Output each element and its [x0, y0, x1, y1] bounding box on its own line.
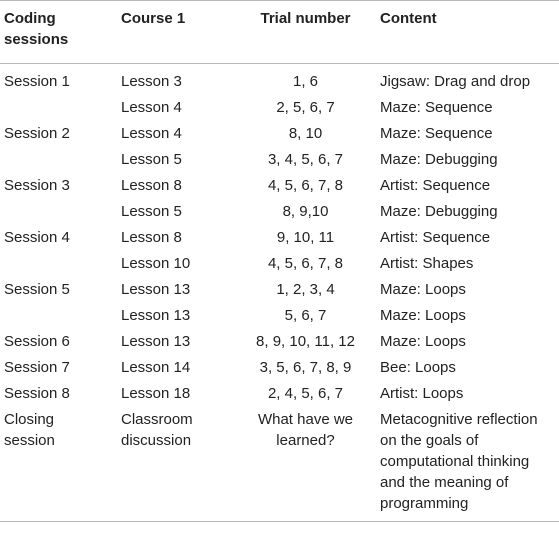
table-row [0, 277, 559, 303]
session-cell: Session 2 [4, 125, 70, 142]
trial-number-cell: 8, 9, 10, 11, 12 [256, 333, 355, 350]
table-body [0, 64, 559, 522]
header-trial-number: Trial number [260, 10, 351, 27]
content-cell: Maze: Debugging [380, 203, 498, 220]
table-row [0, 95, 559, 121]
trial-number-cell: 1, 6 [292, 73, 319, 90]
content-cell: Jigsaw: Drag and drop [380, 73, 531, 90]
header-content: Content [380, 10, 437, 27]
session-cell [0, 95, 117, 121]
content-cell: Maze: Sequence [380, 99, 493, 116]
trial-number-cell: 8, 10 [288, 125, 323, 142]
content-cell-line: programming [380, 495, 469, 512]
course-cell-line: discussion [121, 432, 192, 449]
session-cell [0, 199, 117, 225]
table-row [0, 251, 559, 277]
trial-number-cell: 1, 2, 3, 4 [276, 281, 335, 298]
table-row [0, 147, 559, 173]
content-cell-line: and the meaning of [380, 474, 509, 491]
header-coding-sessions-line1: Coding [4, 10, 56, 27]
trial-number-cell: 3, 5, 6, 7, 8, 9 [259, 359, 352, 376]
trial-number-cell: 9, 10, 11 [276, 229, 335, 246]
content-cell-line: computational thinking [380, 453, 530, 470]
table-row-closing [0, 407, 559, 522]
table-row [0, 303, 559, 329]
content-cell: Artist: Sequence [380, 229, 491, 246]
header-row [0, 1, 559, 64]
session-cell [0, 147, 117, 173]
session-cell [0, 407, 117, 522]
course-cell [117, 407, 235, 522]
content-cell: Maze: Loops [380, 307, 466, 324]
session-cell-line: session [4, 432, 55, 449]
session-cell: Session 8 [4, 385, 70, 402]
session-cell: Session 7 [4, 359, 70, 376]
content-cell: Bee: Loops [380, 359, 456, 376]
trial-number-cell: 2, 4, 5, 6, 7 [267, 385, 344, 402]
course-cell: Lesson 13 [121, 307, 191, 324]
trial-number-cell: 8, 9,10 [282, 203, 329, 220]
content-cell [376, 407, 559, 522]
trial-number-cell: 4, 5, 6, 7, 8 [267, 255, 344, 272]
session-cell [0, 251, 117, 277]
trial-number-cell [235, 407, 376, 522]
content-cell-line: Metacognitive reflection [380, 411, 538, 428]
table-row [0, 173, 559, 199]
table-row [0, 64, 559, 96]
session-cell: Session 1 [4, 73, 70, 90]
trial-number-cell: 5, 6, 7 [284, 307, 327, 324]
table-row [0, 329, 559, 355]
course-cell: Lesson 5 [121, 151, 182, 168]
header-course: Course 1 [121, 10, 186, 27]
course-cell: Lesson 5 [121, 203, 182, 220]
course-cell-line: Classroom [121, 411, 193, 428]
course-cell: Lesson 8 [121, 177, 182, 194]
content-cell: Artist: Loops [380, 385, 464, 402]
course-cell: Lesson 8 [121, 229, 182, 246]
table-header [0, 1, 559, 64]
course-cell: Lesson 4 [121, 99, 182, 116]
session-cell [0, 303, 117, 329]
trial-number-cell: 4, 5, 6, 7, 8 [267, 177, 344, 194]
session-cell-line: Closing [4, 411, 55, 428]
course-cell: Lesson 4 [121, 125, 182, 142]
content-cell: Maze: Loops [380, 281, 466, 298]
session-cell: Session 6 [4, 333, 70, 350]
course-cell: Lesson 3 [121, 73, 182, 90]
session-cell: Session 4 [4, 229, 70, 246]
content-cell: Maze: Sequence [380, 125, 493, 142]
content-cell: Maze: Debugging [380, 151, 498, 168]
content-cell-line: on the goals of [380, 432, 479, 449]
course-cell: Lesson 10 [121, 255, 191, 272]
header-coding-sessions [0, 1, 117, 64]
table-row [0, 355, 559, 381]
course-cell: Lesson 14 [121, 359, 191, 376]
course-cell: Lesson 13 [121, 333, 191, 350]
table-row [0, 381, 559, 407]
course-cell: Lesson 18 [121, 385, 191, 402]
trial-number-cell: 3, 4, 5, 6, 7 [267, 151, 344, 168]
content-cell: Artist: Sequence [380, 177, 491, 194]
course-cell: Lesson 13 [121, 281, 191, 298]
trial-number-cell-line: learned? [276, 432, 335, 449]
session-cell: Session 3 [4, 177, 70, 194]
table-row [0, 199, 559, 225]
trial-number-cell-line: What have we [257, 411, 354, 428]
content-cell: Artist: Shapes [380, 255, 474, 272]
header-coding-sessions-line2: sessions [4, 31, 69, 48]
table-row [0, 121, 559, 147]
content-cell: Maze: Loops [380, 333, 466, 350]
table-row [0, 225, 559, 251]
trial-number-cell: 2, 5, 6, 7 [276, 99, 335, 116]
session-cell: Session 5 [4, 281, 70, 298]
